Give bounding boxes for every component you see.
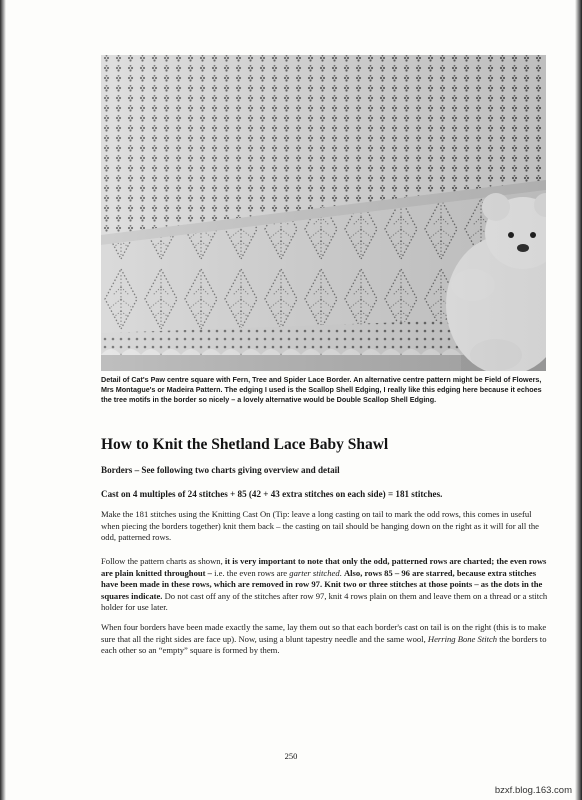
scan-shadow-left [0, 0, 6, 800]
shawl-photo [101, 55, 546, 371]
cast-on-line: Cast on 4 multiples of 24 stitches + 85 (42 + 43 extra stitches on each side) = 181 stitches. [101, 489, 443, 499]
para2-bold-starred: Also, rows 85 – 96 are starred, because extra stitches have been made in these rows, which are removed in row 97. Knit two or three stitches at those points – as the dots in the squares indicate. [101, 567, 543, 601]
paragraph-join-borders [101, 622, 549, 657]
scan-shadow-right [575, 0, 582, 800]
paragraph-pattern-charts [101, 556, 549, 614]
borders-line: Borders – See following two charts giving overview and detail [101, 465, 340, 475]
para2-italic-term: garter stitched [289, 567, 340, 578]
para3-text: the borders to each other so an “empty” square is formed by them. [101, 633, 547, 656]
para2-bold-note: it is very important to note that only the odd, patterned rows are charted; the even rows are plain knitted throughout – [101, 556, 547, 578]
watermark-url: bzxf.blog.163.com [494, 785, 572, 796]
para3-text: When four borders have been made exactly the same, lay them out so that each border's cast on tail is on the right (this is to make sure that all the right sides are face up). Now, using a blunt tapestry needle and the same wool, [101, 622, 547, 644]
page-number: 250 [284, 751, 298, 761]
paragraph-cast-on: Make the 181 stitches using the Knitting Cast On (Tip: leave a long casting on tail to mark the odd rows, this comes in useful when piecing the borders together) knit them back – the casting on tail should be hanging down on the right as it will for all the odd, patterned rows. [101, 509, 539, 543]
para2-text: Do not cast off any of the stitches after row 97, knit 4 rows plain on them and leave them on a thread or a stitch holder for use later. [101, 590, 548, 613]
photo-caption: Detail of Cat's Paw centre square with Fern, Tree and Spider Lace Border. An alternative centre pattern might be Field of Flowers, Mrs Montague's or Madeira Pattern. The edging I used is the Scallop Shell Edging, I really like this edging here because it echoes the tree motifs in the border so nicely – a lovely alternative would be Double Scallop Shell Edging. [101, 375, 542, 404]
para2-text: . [339, 567, 344, 578]
para2-text: i.e. the even rows are [214, 567, 290, 578]
para2-text: Follow the pattern charts as shown, [101, 556, 225, 566]
section-heading: How to Knit the Shetland Lace Baby Shawl [101, 436, 389, 453]
lace-shawl-image [101, 55, 546, 371]
para3-italic-term: Herring Bone Stitch [427, 633, 498, 644]
